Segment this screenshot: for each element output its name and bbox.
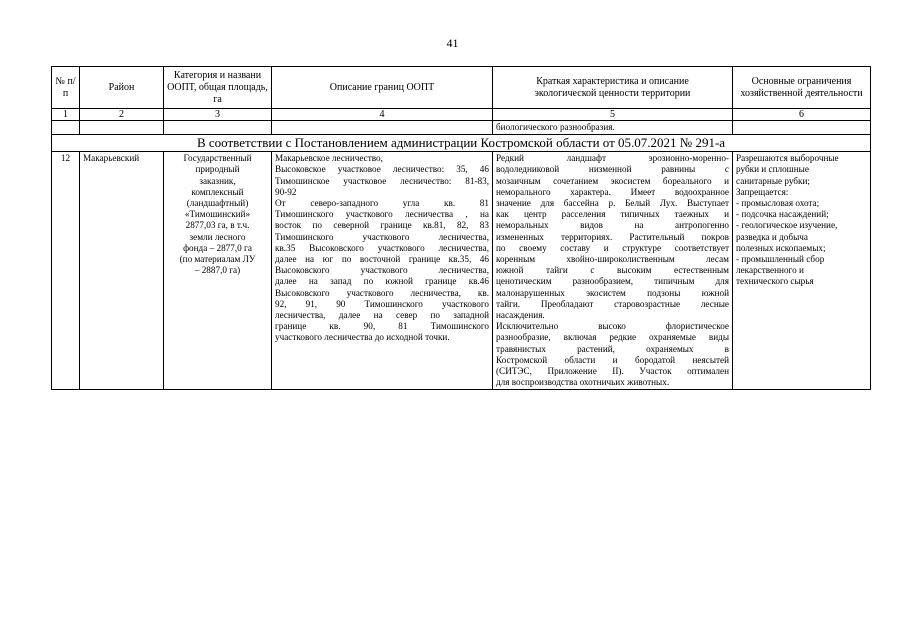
cell-line: Высоковское участковое лесничество: 35, 46 bbox=[275, 164, 489, 175]
cell-line: для воспроизводства охотничьих животных. bbox=[496, 377, 670, 388]
cell-line: насаждения. bbox=[496, 310, 545, 321]
cell-line: разведка и добыча bbox=[736, 231, 808, 242]
cell-line: коренным хвойно-широколиственным лесам bbox=[496, 254, 729, 265]
cell-line: Разрешаются выборочные bbox=[736, 153, 839, 164]
header-restrictions: Основные ограничения хозяйственной деятельности bbox=[733, 67, 871, 109]
cell-line: лесничества, далее на север по западной bbox=[275, 310, 489, 321]
cell-line: Тимошинское участковое лесничество: 81-83, bbox=[275, 175, 489, 186]
cell-line: Исключительно высоко флористическое bbox=[496, 321, 729, 332]
protected-areas-table bbox=[51, 66, 871, 390]
cell-line: фонда – 2877,0 га bbox=[183, 242, 252, 253]
row-restrictions bbox=[733, 152, 871, 390]
cell-line: измененных территориях. Растительный покров bbox=[496, 231, 729, 242]
cell-line: мозаичным сочетанием экосистем бореального и bbox=[496, 175, 729, 186]
cell-line: земли лесного bbox=[189, 231, 246, 242]
cell-line: по своему составу и структуре соответствует bbox=[496, 242, 729, 253]
cell-line: южной тайги с высоким естественным bbox=[496, 265, 729, 276]
column-number: 1 bbox=[52, 109, 80, 121]
cell-line: Костромской области и бородатой неясытей bbox=[496, 354, 729, 365]
header-num: № п/п bbox=[52, 67, 80, 109]
cell-line: Высоковского участкового лесничества, bbox=[275, 265, 489, 276]
column-number-row bbox=[52, 109, 871, 121]
cell-line: рубки и сплошные bbox=[736, 164, 809, 175]
cell-line: 92, 91, 90 Тимошинского участкового bbox=[275, 298, 489, 309]
cell-line: восток по северной границе кв.81, 82, 83 bbox=[275, 220, 489, 231]
cell-line: заказник, bbox=[199, 175, 236, 186]
cell-line: комплексный bbox=[191, 186, 244, 197]
row-category bbox=[164, 152, 272, 390]
row-district: Макарьевский bbox=[80, 152, 164, 390]
cell-line: тайги. Преобладают старовозрастные лесные bbox=[496, 298, 729, 309]
continuation-text: биологического разнообразия. bbox=[493, 121, 733, 135]
cell-line: кв.35 Высоковского участкового лесничества, bbox=[275, 242, 489, 253]
cell-line: Редкий ландшафт эрозионно-моренно- bbox=[496, 153, 729, 164]
column-number: 3 bbox=[164, 109, 272, 121]
cell-line: далее на юг по восточной границе кв.35, 46 bbox=[275, 254, 489, 265]
cell-line: технического сырья bbox=[736, 276, 814, 287]
cell-line: травянистых растений, охраняемых в bbox=[496, 343, 729, 354]
section-title: В соответствии с Постановлением администрации Костромской области от 05.07.2021 № 291-а bbox=[52, 135, 871, 152]
page-number: 41 bbox=[446, 36, 459, 50]
cell-line: водоледниковой низменной равнины с bbox=[496, 164, 729, 175]
header-category: Категория и названи ООПТ, общая площадь, га bbox=[164, 67, 272, 109]
cell-line: далее на запад по южной границе кв.46 bbox=[275, 276, 489, 287]
cell-line: От северо-западного угла кв. 81 bbox=[275, 198, 489, 209]
cell-line: участкового лесничества до исходной точки. bbox=[275, 332, 450, 343]
cell-line: Тимошинского участкового лесничества, bbox=[275, 231, 489, 242]
cell-line: (по материалам ЛУ bbox=[179, 254, 256, 265]
cell-line: разнообразие, включая редкие охраняемые виды bbox=[496, 332, 729, 343]
cell-line: природный bbox=[195, 164, 240, 175]
cell-line: как центр расселения типичных таежных и bbox=[496, 209, 729, 220]
column-number: 5 bbox=[493, 109, 733, 121]
continuation-row bbox=[52, 121, 871, 135]
column-number: 2 bbox=[80, 109, 164, 121]
row-description bbox=[493, 152, 733, 390]
section-row bbox=[52, 135, 871, 152]
cell-line: Запрещается: bbox=[736, 186, 789, 197]
row-boundaries bbox=[272, 152, 493, 390]
cell-line: неморального характера. Имеет водоохранное bbox=[496, 186, 729, 197]
cell-line: - промышленный сбор bbox=[736, 254, 825, 265]
cell-line: малонарушенных экосистем подзоны южной bbox=[496, 287, 729, 298]
cell-line: границе кв. 90, 81 Тимошинского bbox=[275, 321, 489, 332]
cell-line: санитарные рубки; bbox=[736, 175, 810, 186]
cell-line: (ландшафтный) bbox=[186, 198, 249, 209]
header-row bbox=[52, 67, 871, 109]
cell-line: лекарственного и bbox=[736, 265, 804, 276]
cell-line: - подсочка насаждений; bbox=[736, 209, 829, 220]
cell-line: значение для бассейна р. Белый Лух. Выступает bbox=[496, 198, 729, 209]
cell-line: неморальных видов на антропогенно bbox=[496, 220, 729, 231]
cell-line: Высоковского участкового лесничества, кв. bbox=[275, 287, 489, 298]
cell-line: - геологическое изучение, bbox=[736, 220, 838, 231]
header-district: Район bbox=[80, 67, 164, 109]
cell-line: Макарьевское лесничество, bbox=[275, 153, 383, 164]
header-boundaries: Описание границ ООПТ bbox=[272, 67, 493, 109]
column-number: 4 bbox=[272, 109, 493, 121]
header-description: Краткая характеристика и описание экологической ценности территории bbox=[493, 67, 733, 109]
cell-line: 90-92 bbox=[275, 186, 297, 197]
cell-line: Государственный bbox=[183, 153, 252, 164]
cell-line: ценотическим разнообразием, типичным для bbox=[496, 276, 729, 287]
cell-line: - промысловая охота; bbox=[736, 198, 820, 209]
cell-line: 2877,03 га, в т.ч. bbox=[185, 220, 250, 231]
table-row bbox=[52, 152, 871, 390]
cell-line: Тимошинского участкового лесничества , на bbox=[275, 209, 489, 220]
cell-line: (СИТЭС, Приложение II). Участок оптимален bbox=[496, 366, 729, 377]
cell-line: – 2887,0 га) bbox=[194, 265, 241, 276]
cell-line: полезных ископаемых; bbox=[736, 242, 826, 253]
cell-line: «Тимошинский» bbox=[184, 209, 251, 220]
column-number: 6 bbox=[733, 109, 871, 121]
row-number: 12 bbox=[52, 152, 80, 390]
